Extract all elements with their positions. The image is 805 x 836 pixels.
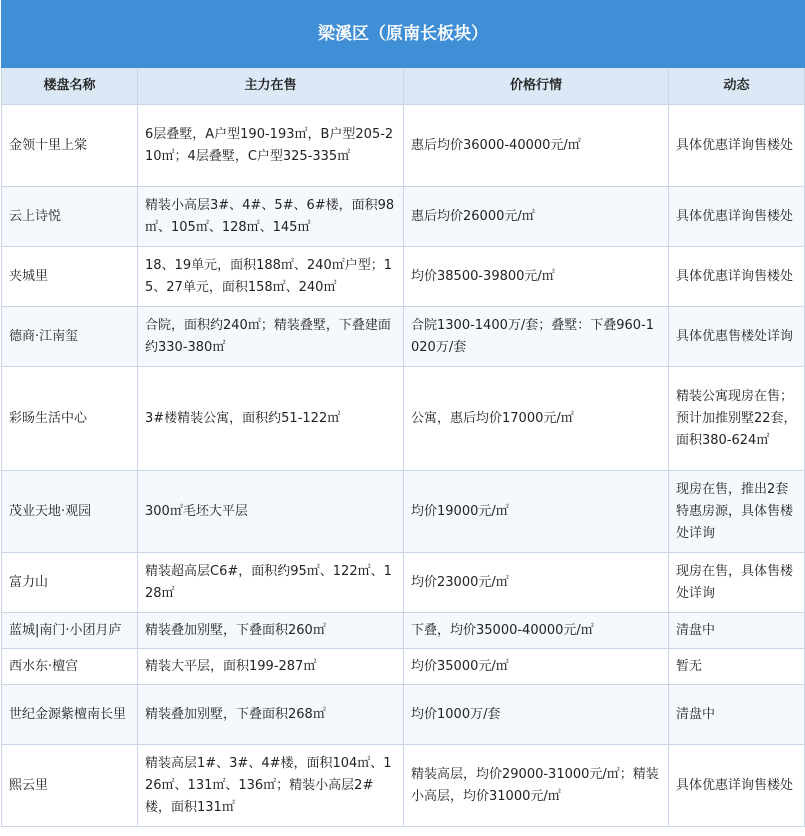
- table-row: [2, 471, 805, 553]
- header-main-sale: 主力在售: [138, 68, 404, 105]
- cell-status: 具体优惠详询售楼处: [669, 187, 805, 247]
- cell-status: 清盘中: [669, 613, 805, 649]
- header-price: 价格行情: [404, 68, 669, 105]
- cell-status: 具体优惠详询售楼处: [669, 745, 805, 827]
- table-row: [2, 613, 805, 649]
- property-table: [1, 0, 805, 827]
- cell-price: 均价19000元/㎡: [404, 471, 669, 553]
- cell-main-sale: 6层叠墅，A户型190-193㎡，B户型205-210㎡；4层叠墅，C户型325-335㎡: [138, 105, 404, 187]
- cell-price: 惠后均价26000元/㎡: [404, 187, 669, 247]
- table-row: [2, 307, 805, 367]
- table-row: [2, 553, 805, 613]
- cell-status: 现房在售，推出2套特惠房源，具体售楼处详询: [669, 471, 805, 553]
- cell-name: 德商·江南玺: [2, 307, 138, 367]
- cell-name: 夹城里: [2, 247, 138, 307]
- table-title: 梁溪区（原南长板块）: [2, 1, 805, 68]
- cell-main-sale: 精装叠加别墅，下叠面积268㎡: [138, 685, 404, 745]
- table-row: [2, 685, 805, 745]
- cell-name: 茂业天地·观园: [2, 471, 138, 553]
- cell-price: 均价23000元/㎡: [404, 553, 669, 613]
- cell-name: 彩旸生活中心: [2, 367, 138, 471]
- table-row: [2, 187, 805, 247]
- table-row: [2, 649, 805, 685]
- cell-status: 现房在售，具体售楼处详询: [669, 553, 805, 613]
- cell-status: 精装公寓现房在售；预计加推别墅22套，面积380-624㎡: [669, 367, 805, 471]
- cell-main-sale: 精装叠加别墅，下叠面积260㎡: [138, 613, 404, 649]
- cell-name: 熙云里: [2, 745, 138, 827]
- cell-name: 西水东·檀宫: [2, 649, 138, 685]
- header-name: 楼盘名称: [2, 68, 138, 105]
- cell-name: 蓝城|南门·小团月庐: [2, 613, 138, 649]
- cell-price: 公寓，惠后均价17000元/㎡: [404, 367, 669, 471]
- cell-main-sale: 精装高层1#、3#、4#楼，面积104㎡、126㎡、131㎡、136㎡；精装小高层2#楼，面积131㎡: [138, 745, 404, 827]
- table-row: [2, 247, 805, 307]
- cell-main-sale: 精装超高层C6#，面积约95㎡、122㎡、128㎡: [138, 553, 404, 613]
- cell-status: 具体优惠详询售楼处: [669, 247, 805, 307]
- table-row: [2, 105, 805, 187]
- cell-main-sale: 精装小高层3#、4#、5#、6#楼，面积98㎡、105㎡、128㎡、145㎡: [138, 187, 404, 247]
- cell-status: 暂无: [669, 649, 805, 685]
- title-row: [2, 1, 805, 68]
- cell-status: 清盘中: [669, 685, 805, 745]
- cell-price: 均价1000万/套: [404, 685, 669, 745]
- cell-price: 均价35000元/㎡: [404, 649, 669, 685]
- table-row: [2, 745, 805, 827]
- cell-status: 具体优惠详询售楼处: [669, 105, 805, 187]
- cell-main-sale: 精装大平层，面积199-287㎡: [138, 649, 404, 685]
- cell-main-sale: 18、19单元，面积188㎡、240㎡户型；15、27单元，面积158㎡、240㎡: [138, 247, 404, 307]
- cell-name: 世纪金源紫檀南长里: [2, 685, 138, 745]
- cell-price: 惠后均价36000-40000元/㎡: [404, 105, 669, 187]
- header-status: 动态: [669, 68, 805, 105]
- cell-main-sale: 3#楼精装公寓，面积约51-122㎡: [138, 367, 404, 471]
- cell-main-sale: 300㎡毛坯大平层: [138, 471, 404, 553]
- cell-name: 富力山: [2, 553, 138, 613]
- cell-price: 合院1300-1400万/套；叠墅：下叠960-1020万/套: [404, 307, 669, 367]
- cell-price: 均价38500-39800元/㎡: [404, 247, 669, 307]
- cell-name: 云上诗悦: [2, 187, 138, 247]
- cell-main-sale: 合院，面积约240㎡；精装叠墅，下叠建面约330-380㎡: [138, 307, 404, 367]
- cell-price: 下叠，均价35000-40000元/㎡: [404, 613, 669, 649]
- cell-price: 精装高层，均价29000-31000元/㎡；精装小高层，均价31000元/㎡: [404, 745, 669, 827]
- header-row: [2, 68, 805, 105]
- cell-name: 金领十里上棠: [2, 105, 138, 187]
- cell-status: 具体优惠售楼处详询: [669, 307, 805, 367]
- table-row: [2, 367, 805, 471]
